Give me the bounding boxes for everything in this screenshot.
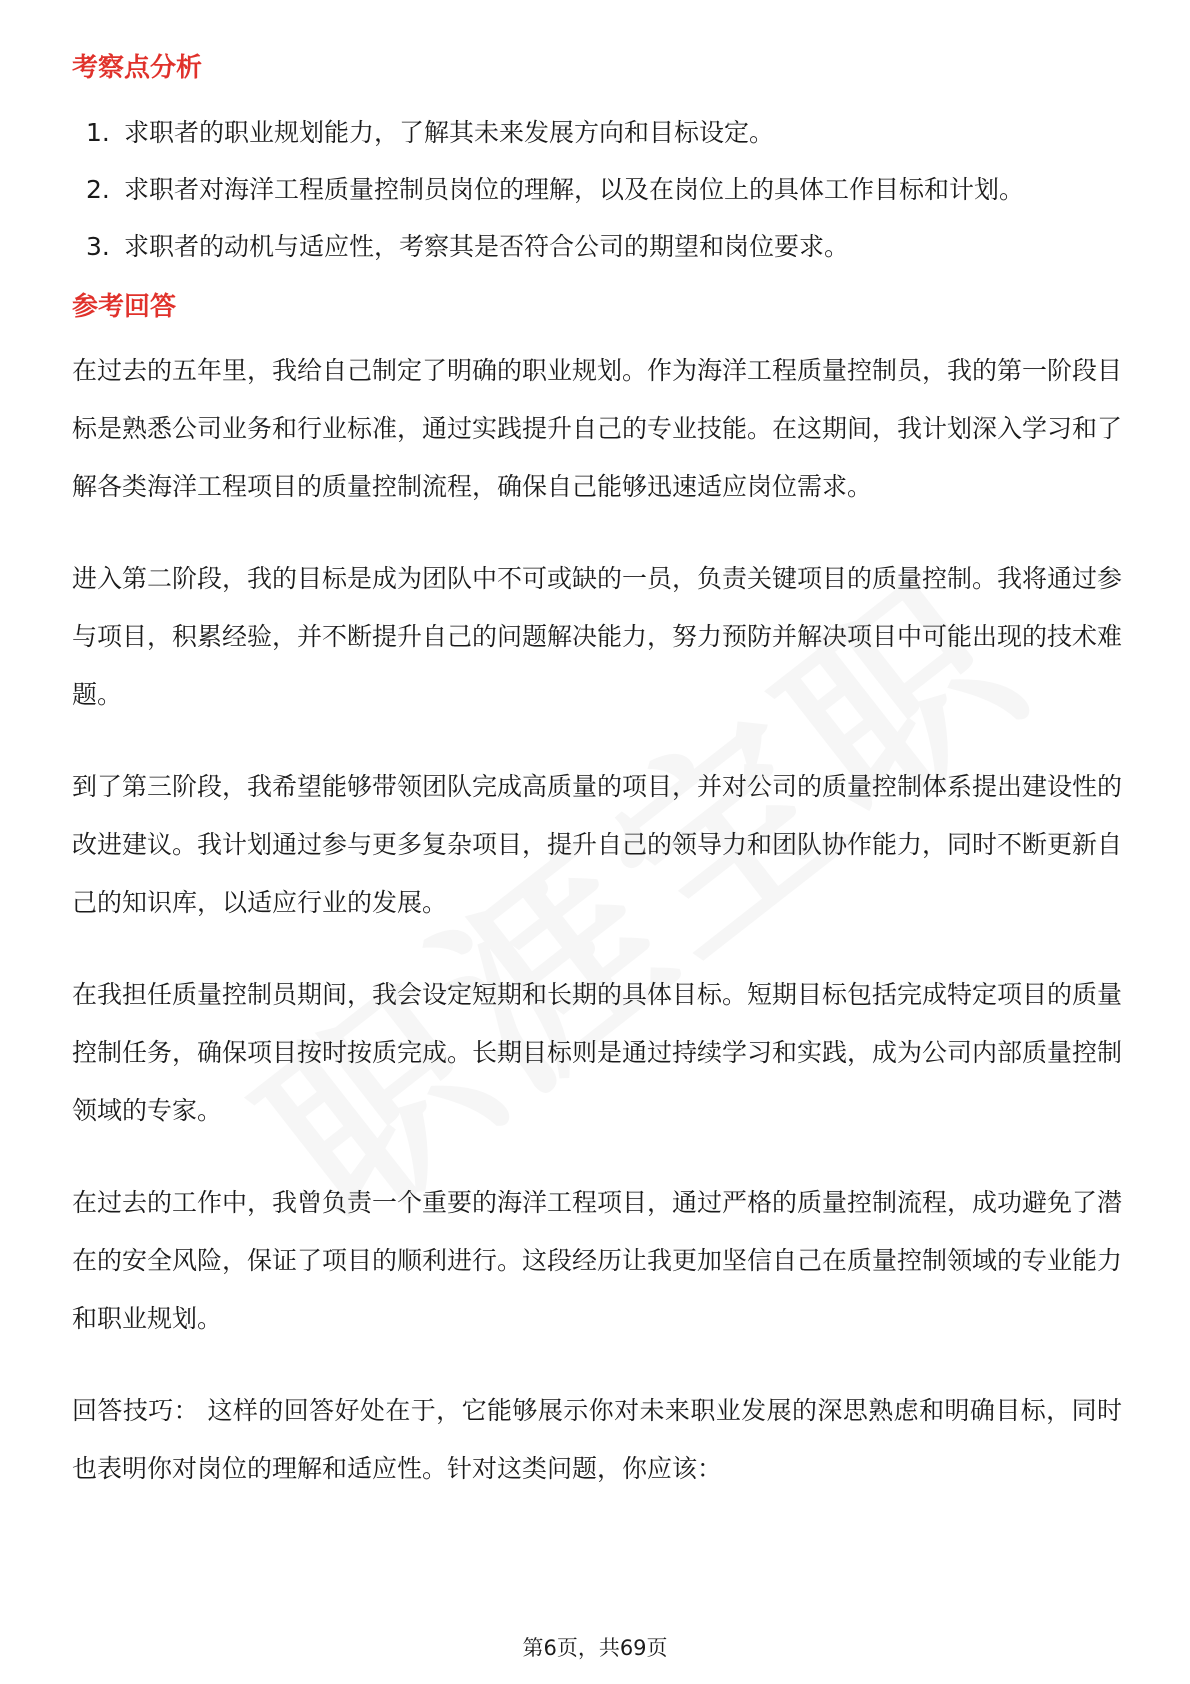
answer-paragraph: 在过去的五年里，我给自己制定了明确的职业规划。作为海洋工程质量控制员，我的第一阶段目标是熟悉公司业务和行业标准，通过实践提升自己的专业技能。在这期间，我计划深入学习和了解各类海洋工程项目的质量控制流程，确保自己能够迅速适应岗位需求。 bbox=[72, 355, 1123, 501]
list-item bbox=[72, 161, 1122, 218]
answer-paragraph: 在我担任质量控制员期间，我会设定短期和长期的具体目标。短期目标包括完成特定项目的质量控制任务，确保项目按时按质完成。长期目标则是通过持续学习和实践，成为公司内部质量控制领域的专家。 bbox=[72, 979, 1123, 1125]
document-page bbox=[72, 40, 1122, 1498]
page-number-footer: 第6页，共69页 bbox=[522, 1636, 668, 1660]
list-item-text: 求职者的职业规划能力，了解其未来发展方向和目标设定。 bbox=[124, 118, 775, 148]
list-item bbox=[72, 104, 1122, 161]
list-item-number: 3. bbox=[86, 232, 110, 262]
answer-paragraph: 进入第二阶段，我的目标是成为团队中不可或缺的一员，负责关键项目的质量控制。我将通过参与项目，积累经验，并不断提升自己的问题解决能力，努力预防并解决项目中可能出现的技术难题。 bbox=[72, 563, 1123, 709]
list-item-number: 1. bbox=[86, 118, 110, 148]
answer-paragraph: 在过去的工作中，我曾负责一个重要的海洋工程项目，通过严格的质量控制流程，成功避免了潜在的安全风险，保证了项目的顺利进行。这段经历让我更加坚信自己在质量控制领域的专业能力和职业规划。 bbox=[72, 1187, 1123, 1333]
analysis-list bbox=[72, 104, 1122, 275]
list-item-number: 2. bbox=[86, 175, 110, 205]
list-item-text: 求职者的动机与适应性，考察其是否符合公司的期望和岗位要求。 bbox=[124, 232, 850, 262]
list-item bbox=[72, 218, 1122, 275]
section-heading-analysis: 考察点分析 bbox=[72, 53, 203, 83]
answer-tips-paragraph: 回答技巧： 这样的回答好处在于，它能够展示你对未来职业发展的深思熟虑和明确目标，同时也表明你对岗位的理解和适应性。针对这类问题，你应该： bbox=[72, 1395, 1122, 1483]
section-heading-reference-answer: 参考回答 bbox=[72, 292, 177, 323]
answer-paragraph: 到了第三阶段，我希望能够带领团队完成高质量的项目，并对公司的质量控制体系提出建设性的改进建议。我计划通过参与更多复杂项目，提升自己的领导力和团队协作能力，同时不断更新自己的知识库，以适应行业的发展。 bbox=[72, 771, 1123, 917]
list-item-text: 求职者对海洋工程质量控制员岗位的理解，以及在岗位上的具体工作目标和计划。 bbox=[124, 175, 1025, 205]
